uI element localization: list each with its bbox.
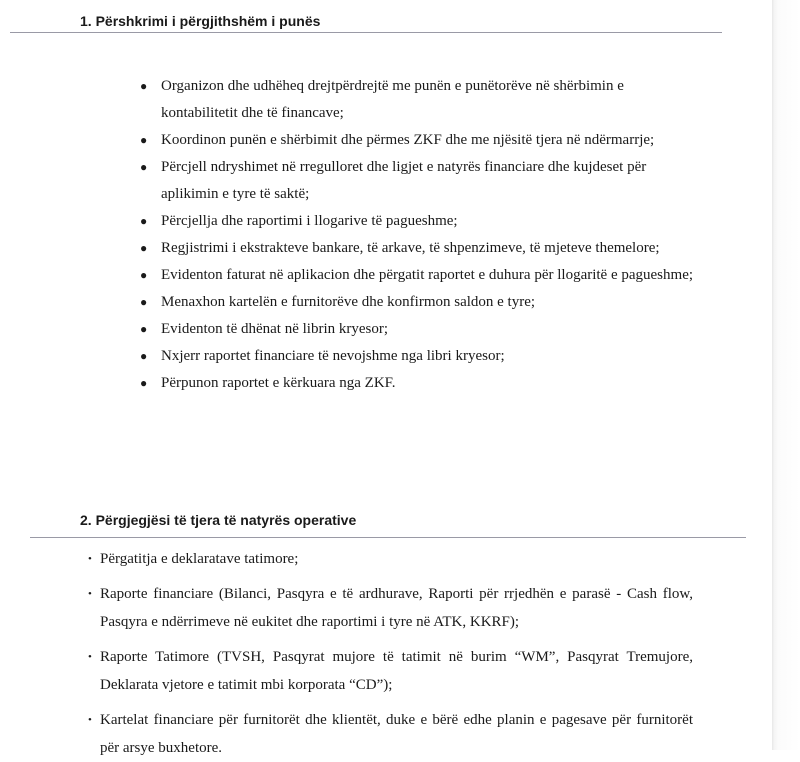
bullet-icon: ● <box>140 160 148 174</box>
list-item: ● Regjistrimi i ekstrakteve bankare, të arkave, të shpenzimeve, të mjeteve themelore; <box>140 235 700 262</box>
section-1-rule <box>10 32 722 33</box>
section-2-list <box>88 545 693 762</box>
bullet-icon: • <box>88 651 92 663</box>
list-item: ● Përcjell ndryshimet në rregulloret dhe ligjet e natyrës financiare dhe kujdeset për aplikimin e tyre të saktë; <box>140 154 700 208</box>
bullet-icon: ● <box>140 268 148 282</box>
section-1-list <box>140 73 700 397</box>
scan-page-edge <box>772 0 800 750</box>
bullet-icon: ● <box>140 133 148 147</box>
list-item: • Raporte financiare (Bilanci, Pasqyra e të ardhurave, Raporti për rrjedhën e parasë - Cash flow, Pasqyra e ndërrimeve në eukitet dhe raportimi i tyre në ATK, KKRF); <box>88 580 693 636</box>
section-2-rule <box>30 537 746 538</box>
bullet-icon: • <box>88 588 92 600</box>
bullet-icon: • <box>88 714 92 726</box>
list-item: ● Evidenton faturat në aplikacion dhe përgatit raportet e duhura për llogaritë e pagueshme; <box>140 262 700 289</box>
list-item: ● Përcjellja dhe raportimi i llogarive të pagueshme; <box>140 208 700 235</box>
list-item: ● Organizon dhe udhëheq drejtpërdrejtë me punën e punëtorëve në shërbimin e kontabilitetit dhe të financave; <box>140 73 700 127</box>
list-item: ● Përpunon raportet e kërkuara nga ZKF. <box>140 370 700 397</box>
bullet-icon: ● <box>140 322 148 336</box>
bullet-icon: ● <box>140 376 148 390</box>
bullet-icon: ● <box>140 349 148 363</box>
list-item: • Raporte Tatimore (TVSH, Pasqyrat mujore të tatimit në burim “WM”, Pasqyrat Tremujore, Deklarata vjetore e tatimit mbi korporata “CD”); <box>88 643 693 699</box>
list-item: • Përgatitja e deklaratave tatimore; <box>88 545 693 573</box>
bullet-icon: ● <box>140 79 148 93</box>
bullet-icon: ● <box>140 241 148 255</box>
bullet-icon: ● <box>140 214 148 228</box>
bullet-icon: ● <box>140 295 148 309</box>
section-1-heading: 1. Përshkrimi i përgjithshëm i punës <box>80 13 321 29</box>
section-2-heading: 2. Përgjegjësi të tjera të natyrës operative <box>80 512 357 528</box>
list-item: • Kartelat financiare për furnitorët dhe klientët, duke e bërë edhe planin e pagesave për furnitorët për arsye buxhetore. <box>88 706 693 762</box>
bullet-icon: • <box>88 553 92 565</box>
list-item: ● Koordinon punën e shërbimit dhe përmes ZKF dhe me njësitë tjera në ndërmarrje; <box>140 127 700 154</box>
list-item: ● Evidenton të dhënat në librin kryesor; <box>140 316 700 343</box>
list-item: ● Menaxhon kartelën e furnitorëve dhe konfirmon saldon e tyre; <box>140 289 700 316</box>
list-item: ● Nxjerr raportet financiare të nevojshme nga libri kryesor; <box>140 343 700 370</box>
